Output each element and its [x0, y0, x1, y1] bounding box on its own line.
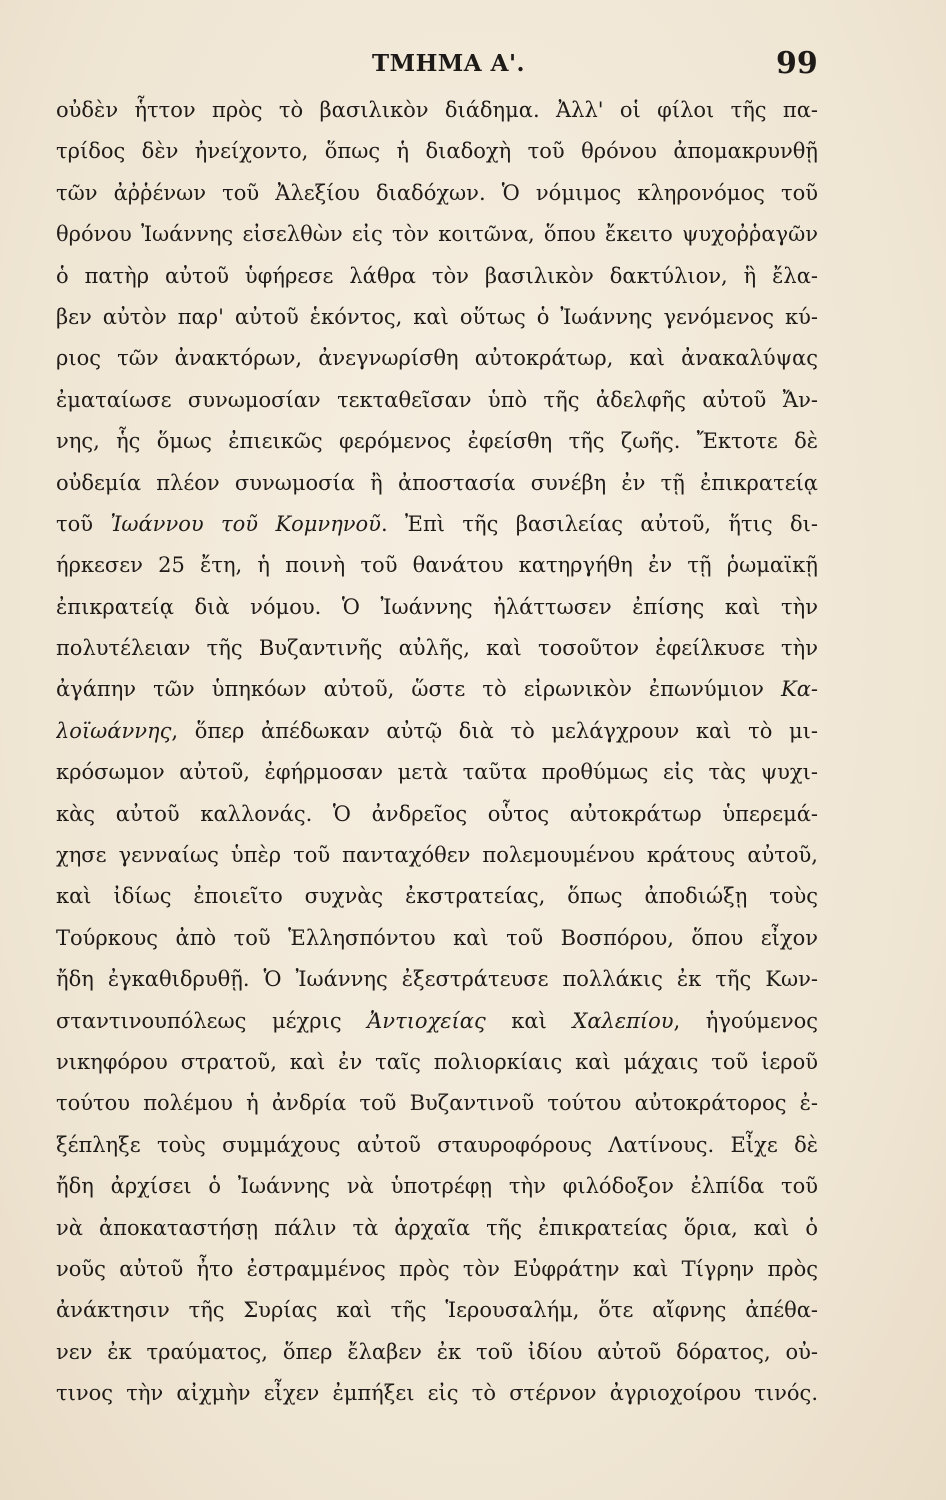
- text-segment: κὰς αὐτοῦ καλλονάς. Ὁ ἀνδρεῖος οὗτος αὐτοκράτωρ ὑπερεμά-: [56, 801, 818, 826]
- text-line: [56, 711, 818, 752]
- text-segment: νεν ἐκ τραύματος, ὅπερ ἔλαβεν ἐκ τοῦ ἰδίου αὐτοῦ δόρατος, οὐ-: [56, 1339, 818, 1364]
- italic-text: Κα-: [781, 677, 818, 702]
- text-line: [56, 504, 818, 545]
- text-segment: ἐματαίωσε συνωμοσίαν τεκταθεῖσαν ὑπὸ τῆς ἀδελφῆς αὐτοῦ Ἄν-: [56, 387, 818, 412]
- text-segment: , ὅπερ ἀπέδωκαν αὐτῷ διὰ τὸ μελάγχρουν καὶ τὸ μι-: [171, 718, 818, 743]
- text-line: [56, 794, 818, 835]
- page-number: 99: [776, 46, 818, 81]
- text-line: [56, 1208, 818, 1249]
- text-segment: καὶ ἰδίως ἐποιεῖτο συχνὰς ἐκστρατείας, ὅπως ἀποδιώξῃ τοὺς: [56, 884, 818, 909]
- text-segment: ἤδη ἀρχίσει ὁ Ἰωάννης νὰ ὑποτρέφῃ τὴν φιλόδοξον ἐλπίδα τοῦ: [56, 1174, 818, 1199]
- text-segment: πολυτέλειαν τῆς Βυζαντινῆς αὐλῆς, καὶ τοσοῦτον ἐφείλκυσε τὴν: [56, 636, 818, 661]
- text-segment: τῶν ἀῤῥένων τοῦ Ἀλεξίου διαδόχων. Ὁ νόμιμος κληρονόμος τοῦ: [56, 180, 818, 205]
- text-segment: ήρκεσεν 25 ἔτη, ἡ ποινὴ τοῦ θανάτου κατηργήθη ἐν τῇ ῥωμαϊκῇ: [56, 553, 818, 578]
- text-line: [56, 421, 818, 462]
- text-segment: νικηφόρου στρατοῦ, καὶ ἐν ταῖς πολιορκίαις καὶ μάχαις τοῦ ἱεροῦ: [56, 1049, 818, 1074]
- text-segment: ξέπληξε τοὺς συμμάχους αὐτοῦ σταυροφόρους Λατίνους. Εἶχε δὲ: [56, 1132, 818, 1157]
- text-segment: ἀγάπην τῶν ὑπηκόων αὐτοῦ, ὥστε τὸ εἰρωνικὸν ἐπωνύμιον: [56, 677, 782, 702]
- text-segment: καὶ: [485, 1008, 573, 1033]
- text-line: [56, 669, 818, 710]
- text-segment: . Ἐπὶ τῆς βασιλείας αὐτοῦ, ἥτις δι-: [380, 511, 818, 536]
- text-segment: ἤδη ἐγκαθιδρυθῇ. Ὁ Ἰωάννης ἐξεστράτευσε πολλάκις ἐκ τῆς Κων-: [56, 967, 818, 992]
- italic-text: Ἰωάννου τοῦ Κομνηνοῦ: [110, 511, 381, 536]
- text-line: [56, 545, 818, 586]
- text-segment: οὐδεμία πλέον συνωμοσία ἢ ἀποστασία συνέβη ἐν τῇ ἐπικρατείᾳ: [56, 470, 818, 495]
- text-line: [56, 835, 818, 876]
- text-line: [56, 628, 818, 669]
- text-line: [56, 214, 818, 255]
- text-segment: τούτου πολέμου ἡ ἀνδρία τοῦ Βυζαντινοῦ τούτου αὐτοκράτορος ἐ-: [56, 1091, 818, 1116]
- text-line: [56, 297, 818, 338]
- text-line: [56, 90, 818, 131]
- text-line: [56, 918, 818, 959]
- text-segment: ὁ πατὴρ αὐτοῦ ὑφήρεσε λάθρα τὸν βασιλικὸν δακτύλιον, ἣ ἔλα-: [56, 263, 818, 288]
- text-segment: νης, ἧς ὅμως ἐπιεικῶς φερόμενος ἐφείσθη τῆς ζωῆς. Ἔκτοτε δὲ: [56, 429, 818, 454]
- text-line: [56, 173, 818, 214]
- text-segment: ἐπικρατείᾳ διὰ νόμου. Ὁ Ἰωάννης ἠλάττωσεν ἐπίσης καὶ τὴν: [56, 594, 818, 619]
- text-line: [56, 876, 818, 917]
- text-line: [56, 1125, 818, 1166]
- text-segment: κρόσωμον αὐτοῦ, ἐφήρμοσαν μετὰ ταῦτα προθύμως εἰς τὰς ψυχι-: [56, 760, 818, 785]
- text-segment: βεν αὐτὸν παρ' αὐτοῦ ἑκόντος, καὶ οὕτως ὁ Ἰωάννης γενόμενος κύ-: [56, 304, 818, 329]
- text-segment: σταντινουπόλεως μέχρις: [56, 1008, 368, 1033]
- text-segment: τινος τὴν αἰχμὴν εἶχεν ἐμπήξει εἰς τὸ στέρνον ἀγριοχοίρου τινός.: [56, 1381, 818, 1406]
- text-segment: τοῦ: [56, 511, 111, 536]
- text-line: [56, 1332, 818, 1373]
- text-line: [56, 256, 818, 297]
- text-line: [56, 338, 818, 379]
- text-line: [56, 380, 818, 421]
- italic-text: Χαλεπίου: [572, 1008, 674, 1033]
- text-line: [56, 1001, 818, 1042]
- text-segment: Τούρκους ἀπὸ τοῦ Ἑλλησπόντου καὶ τοῦ Βοσπόρου, ὅπου εἶχον: [56, 925, 818, 950]
- text-segment: ἀνάκτησιν τῆς Συρίας καὶ τῆς Ἱερουσαλήμ, ὅτε αἴφνης ἀπέθα-: [56, 1298, 818, 1323]
- text-line: [56, 1290, 818, 1331]
- text-segment: ριος τῶν ἀνακτόρων, ἀνεγνωρίσθη αὐτοκράτωρ, καὶ ἀνακαλύψας: [56, 346, 818, 371]
- text-segment: νοῦς αὐτοῦ ἦτο ἐστραμμένος πρὸς τὸν Εὐφράτην καὶ Τίγρην πρὸς: [56, 1256, 818, 1281]
- text-segment: θρόνου Ἰωάννης εἰσελθὼν εἰς τὸν κοιτῶνα, ὅπου ἔκειτο ψυχοῤῥαγῶν: [56, 222, 818, 247]
- text-line: [56, 1166, 818, 1207]
- text-segment: , ἡγούμενος: [673, 1008, 818, 1033]
- text-line: [56, 1249, 818, 1290]
- text-segment: χησε γενναίως ὑπὲρ τοῦ πανταχόθεν πολεμουμένου κράτους αὐτοῦ,: [56, 843, 818, 868]
- text-line: [56, 131, 818, 172]
- text-line: [56, 1083, 818, 1124]
- italic-text: Ἀντιοχείας: [367, 1008, 486, 1033]
- text-line: [56, 1373, 818, 1414]
- text-line: [56, 752, 818, 793]
- italic-text: λοϊωάννης: [56, 718, 172, 743]
- text-segment: νὰ ἀποκαταστήσῃ πάλιν τὰ ἀρχαῖα τῆς ἐπικρατείας ὅρια, καὶ ὁ: [56, 1215, 818, 1240]
- text-line: [56, 959, 818, 1000]
- running-head: ΤΜΗΜΑ Α'.: [372, 50, 526, 77]
- text-line: [56, 463, 818, 504]
- text-segment: τρίδος δὲν ἠνείχοντο, ὅπως ἡ διαδοχὴ τοῦ θρόνου ἀπομακρυνθῇ: [56, 139, 818, 164]
- body-text: [56, 90, 818, 1415]
- text-line: [56, 587, 818, 628]
- text-segment: οὐδὲν ἧττον πρὸς τὸ βασιλικὸν διάδημα. Ἀλλ' οἱ φίλοι τῆς πα-: [56, 98, 818, 122]
- page-header: [0, 48, 946, 88]
- text-line: [56, 1042, 818, 1083]
